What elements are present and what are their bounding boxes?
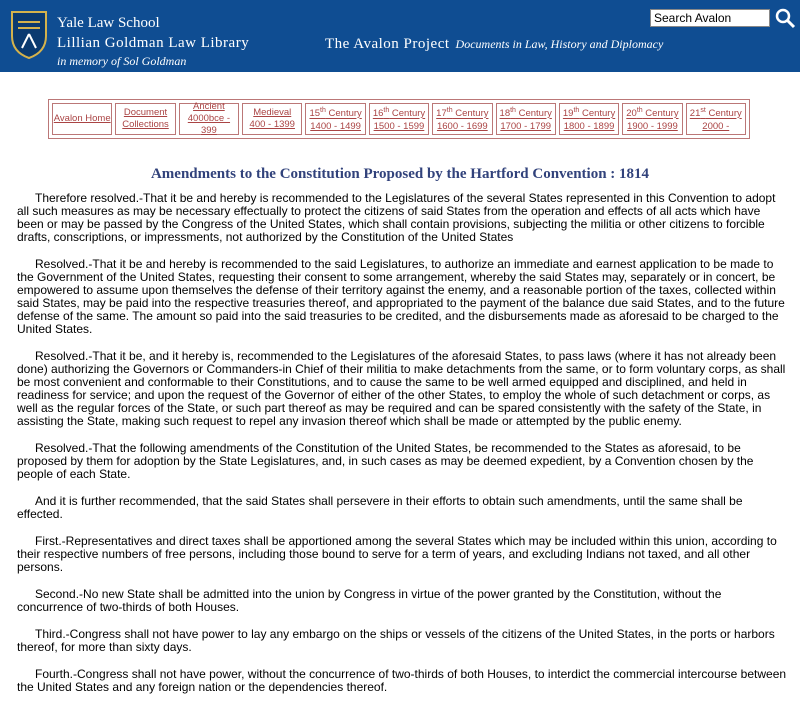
- paragraph: First.-Representatives and direct taxes shall be apportioned among the several States which may be included within this union, according to their respective numbers of free persons, including those bound to serve for a term of years, and excluding Indians not taxed, and all other persons.: [17, 534, 777, 574]
- nav-medieval[interactable]: Medieval 400 - 1399: [242, 103, 302, 135]
- paragraph: Resolved.-That the following amendments of the Constitution of the United States, be recommended to the States as aforesaid, to be proposed by them for adoption by the State Legislatures, and, in such cases as may be deemed expedient, by a Convention chosen by the people of each State.: [17, 441, 754, 481]
- nav-avalon-home[interactable]: Avalon Home: [52, 103, 112, 135]
- avalon-project-title[interactable]: [325, 36, 663, 53]
- nav-document-collections[interactable]: Document Collections: [115, 103, 175, 135]
- nav-18th-century[interactable]: 18th Century 1700 - 1799: [496, 103, 556, 135]
- site-header: [0, 0, 800, 72]
- paragraph: And it is further recommended, that the said States shall persevere in their efforts to obtain such amendments, until the same shall be effected.: [17, 494, 743, 521]
- century-navigation: [48, 99, 750, 139]
- paragraph: Resolved.-That it be, and it hereby is, recommended to the Legislatures of the aforesaid States, to pass laws (where it has not already been done) authorizing the Governors or Commanders-in Chief of their militia to make detachments from the same, or to form voluntary corps, as shall be most convenient and conformable to their Constitutions, and to cause the same to be well armed equipped and disciplined, and held in readiness for service; and upon the request of the Governor of either of the other States, to employ the whole of such detachment or corps, as well as the regular forces of the State, or such part thereof as may be required and can be spared consistently with the safety of the State, in assisting the State, making such request to repel any invasion thereof which shall be made or attempted by the public enemy.: [17, 349, 786, 428]
- library-name[interactable]: Lillian Goldman Law Library: [57, 35, 250, 51]
- nav-17th-century[interactable]: 17th Century 1600 - 1699: [432, 103, 492, 135]
- paragraph: Fourth.-Congress shall not have power, without the concurrence of two-thirds of both Houses, to interdict the commercial intercourse between the United States and any foreign nation or the dependencies thereof.: [17, 667, 787, 694]
- nav-15th-century[interactable]: 15th Century 1400 - 1499: [305, 103, 365, 135]
- yale-shield-icon[interactable]: [10, 10, 48, 60]
- nav-ancient[interactable]: Ancient 4000bce - 399: [179, 103, 239, 135]
- paragraph: Therefore resolved.-That it be and hereby is recommended to the Legislatures of the several States represented in this Convention to adopt all such measures as may be necessary effectually to protect the citizens of said States from the operation and effects of all acts which have been or may be passed by the Congress of the United States, which shall contain provisions, subjecting the militia or other citizens to forcible drafts, conscriptions, or impressments, not authorized by the Constitution of the United States: [17, 191, 776, 244]
- document-body: [17, 192, 787, 708]
- paragraph: Third.-Congress shall not have power to lay any embargo on the ships or vessels of the citizens of the United States, in the ports or harbors thereof, for more than sixty days.: [17, 627, 775, 654]
- school-name[interactable]: Yale Law School: [57, 15, 160, 31]
- nav-20th-century[interactable]: 20th Century 1900 - 1999: [622, 103, 682, 135]
- project-tagline: Documents in Law, History and Diplomacy: [455, 37, 664, 51]
- nav-21st-century[interactable]: 21st Century 2000 -: [686, 103, 746, 135]
- memory-line: in memory of Sol Goldman: [57, 54, 187, 68]
- nav-19th-century[interactable]: 19th Century 1800 - 1899: [559, 103, 619, 135]
- project-name[interactable]: The Avalon Project: [325, 36, 450, 52]
- document-title: Amendments to the Constitution Proposed by the Hartford Convention : 1814: [150, 166, 650, 183]
- search-input[interactable]: [650, 9, 770, 27]
- search-icon[interactable]: [774, 7, 796, 29]
- nav-16th-century[interactable]: 16th Century 1500 - 1599: [369, 103, 429, 135]
- paragraph: Second.-No new State shall be admitted into the union by Congress in virtue of the power granted by the Constitution, without the concurrence of two-thirds of both Houses.: [17, 587, 722, 614]
- paragraph: Resolved.-That it be and hereby is recommended to the said Legislatures, to authorize an immediate and earnest application to be made to the Government of the United States, requesting their consent to some arrangement, whereby the said States may, separately or in concert, be empowered to assume upon themselves the defense of their territory against the enemy, and a reasonable portion of the taxes, collected within said States, may be paid into the respective treasuries thereof, and appropriated to the payment of the balance due said States, and to the future defense of the same. The amount so paid into the said treasuries to be credited, and the disbursements made as aforesaid to be charged to the United States.: [17, 257, 785, 336]
